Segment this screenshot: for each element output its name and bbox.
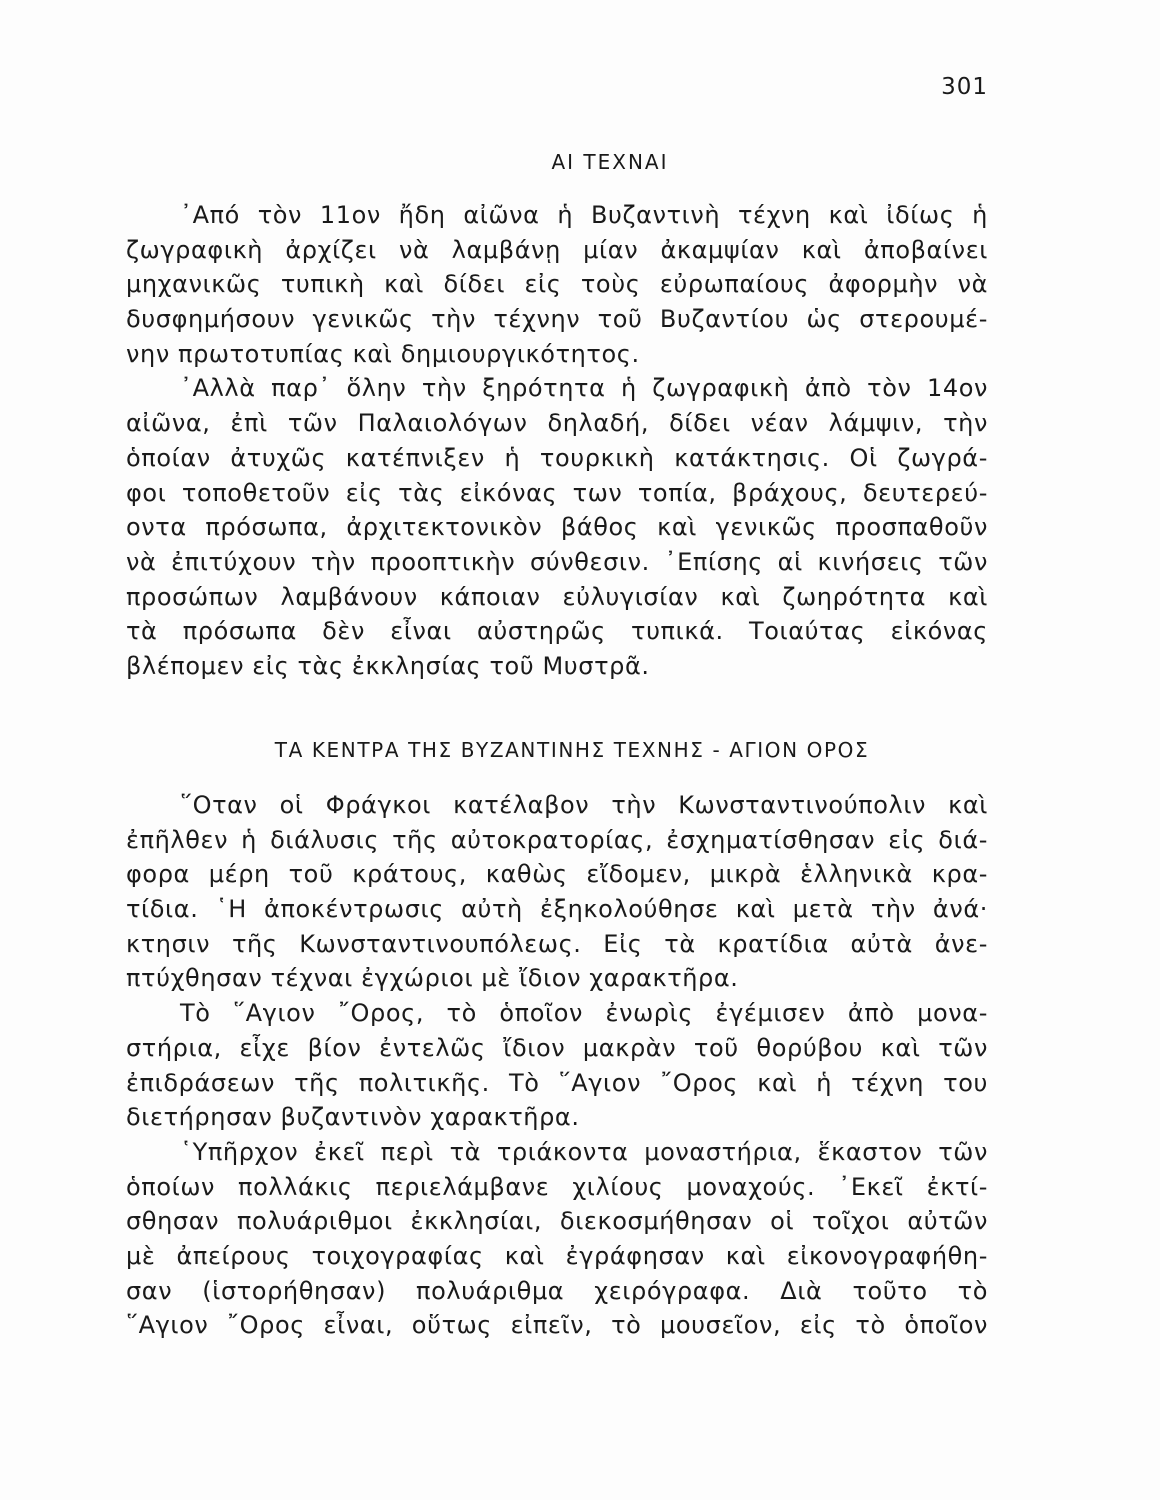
text-line: ἐπῆλθεν ἡ διάλυσις τῆς αὐτοκρατορίας, ἐσχηματίσθησαν εἰς διά-: [126, 825, 988, 854]
text-line: ᾿Αλλὰ παρ᾿ ὅλην τὴν ξηρότητα ἡ ζωγραφικὴ ἀπὸ τὸν 14ον: [180, 374, 988, 403]
section-heading-byzantine-centers: ΤΑ ΚΕΝΤΡΑ ΤΗΣ ΒΥΖΑΝΤΙΝΗΣ ΤΕΧΝΗΣ - ΑΓΙΟΝ ΟΡΟΣ: [274, 738, 870, 762]
text-line: οντα πρόσωπα, ἀρχιτεκτονικὸν βάθος καὶ γενικῶς προσπαθοῦν: [126, 513, 988, 542]
text-line: νὰ ἐπιτύχουν τὴν προοπτικὴν σύνθεσιν. ᾿Επίσης αἱ κινήσεις τῶν: [126, 547, 988, 576]
text-line: προσώπων λαμβάνουν κάποιαν εὐλυγισίαν καὶ ζωηρότητα καὶ: [126, 582, 988, 611]
text-line: διετήρησαν βυζαντινὸν χαρακτῆρα.: [126, 1103, 580, 1132]
text-line: κτησιν τῆς Κωνσταντινουπόλεως. Εἰς τὰ κρατίδια αὐτὰ ἀνε-: [126, 929, 988, 958]
text-line: Τὸ ῞Αγιον ῎Ορος, τὸ ὁποῖον ἐνωρὶς ἐγέμισεν ἀπὸ μονα-: [180, 999, 988, 1028]
text-line: ῾Υπῆρχον ἐκεῖ περὶ τὰ τριάκοντα μοναστήρια, ἕκαστον τῶν: [180, 1137, 988, 1166]
text-line: τίδια. ῾Η ἀποκέντρωσις αὐτὴ ἐξηκολούθησε καὶ μετὰ τὴν ἀνά·: [126, 895, 988, 924]
page-number: 301: [941, 74, 988, 100]
section-body-byzantine-centers: [126, 788, 988, 1343]
text-line: τὰ πρόσωπα δὲν εἶναι αὐστηρῶς τυπικά. Τοιαύτας εἰκόνας: [126, 617, 988, 646]
text-line: ἐπιδράσεων τῆς πολιτικῆς. Τὸ ῞Αγιον ῎Ορος καὶ ἡ τέχνη του: [126, 1068, 988, 1097]
text-line: πτύχθησαν τέχναι ἐγχώριοι μὲ ἴδιον χαρακτῆρα.: [126, 964, 739, 993]
text-line: ῞Οταν οἱ Φράγκοι κατέλαβον τὴν Κωνσταντινούπολιν καὶ: [180, 791, 988, 819]
text-line: φοι τοποθετοῦν εἰς τὰς εἰκόνας των τοπία, βράχους, δευτερεύ-: [126, 478, 988, 507]
text-line: ὁποίων πολλάκις περιελάμβανε χιλίους μοναχούς. ᾿Εκεῖ ἐκτί-: [126, 1172, 988, 1201]
section-heading-arts: ΑΙ ΤΕΧΝΑΙ: [551, 150, 669, 174]
text-line: αἰῶνα, ἐπὶ τῶν Παλαιολόγων δηλαδή, δίδει νέαν λάμψιν, τὴν: [126, 409, 988, 438]
text-line: φορα μέρη τοῦ κράτους, καθὼς εἴδομεν, μικρὰ ἑλληνικὰ κρα-: [126, 860, 988, 889]
text-line: σθησαν πολυάριθμοι ἐκκλησίαι, διεκοσμήθησαν οἱ τοῖχοι αὐτῶν: [126, 1207, 988, 1236]
text-line: ῞Αγιον ῎Ορος εἶναι, οὕτως εἰπεῖν, τὸ μουσεῖον, εἰς τὸ ὁποῖον: [126, 1311, 988, 1340]
text-line: μὲ ἀπείρους τοιχογραφίας καὶ ἐγράφησαν καὶ εἰκονογραφήθη-: [126, 1241, 988, 1270]
section-body-arts: [126, 198, 988, 684]
text-line: δυσφημήσουν γενικῶς τὴν τέχνην τοῦ Βυζαντίου ὡς στερουμέ-: [126, 305, 988, 334]
text-line: σαν (ἱστορήθησαν) πολυάριθμα χειρόγραφα. Διὰ τοῦτο τὸ: [126, 1276, 988, 1305]
text-line: νην πρωτοτυπίας καὶ δημιουργικότητος.: [126, 339, 640, 368]
text-line: στήρια, εἶχε βίον ἐντελῶς ἴδιον μακρὰν τοῦ θορύβου καὶ τῶν: [126, 1033, 988, 1062]
text-line: βλέπομεν εἰς τὰς ἐκκλησίας τοῦ Μυστρᾶ.: [126, 651, 650, 680]
text-line: ζωγραφικὴ ἀρχίζει νὰ λαμβάνῃ μίαν ἀκαμψίαν καὶ ἀποβαίνει: [126, 235, 988, 264]
text-line: μηχανικῶς τυπικὴ καὶ δίδει εἰς τοὺς εὐρωπαίους ἀφορμὴν νὰ: [126, 270, 988, 299]
text-line: ὁποίαν ἀτυχῶς κατέπνιξεν ἡ τουρκικὴ κατάκτησις. Οἱ ζωγρά-: [126, 443, 988, 472]
text-line: ᾿Από τὸν 11ον ἤδη αἰῶνα ἡ Βυζαντινὴ τέχνη καὶ ἰδίως ἡ: [180, 201, 988, 229]
